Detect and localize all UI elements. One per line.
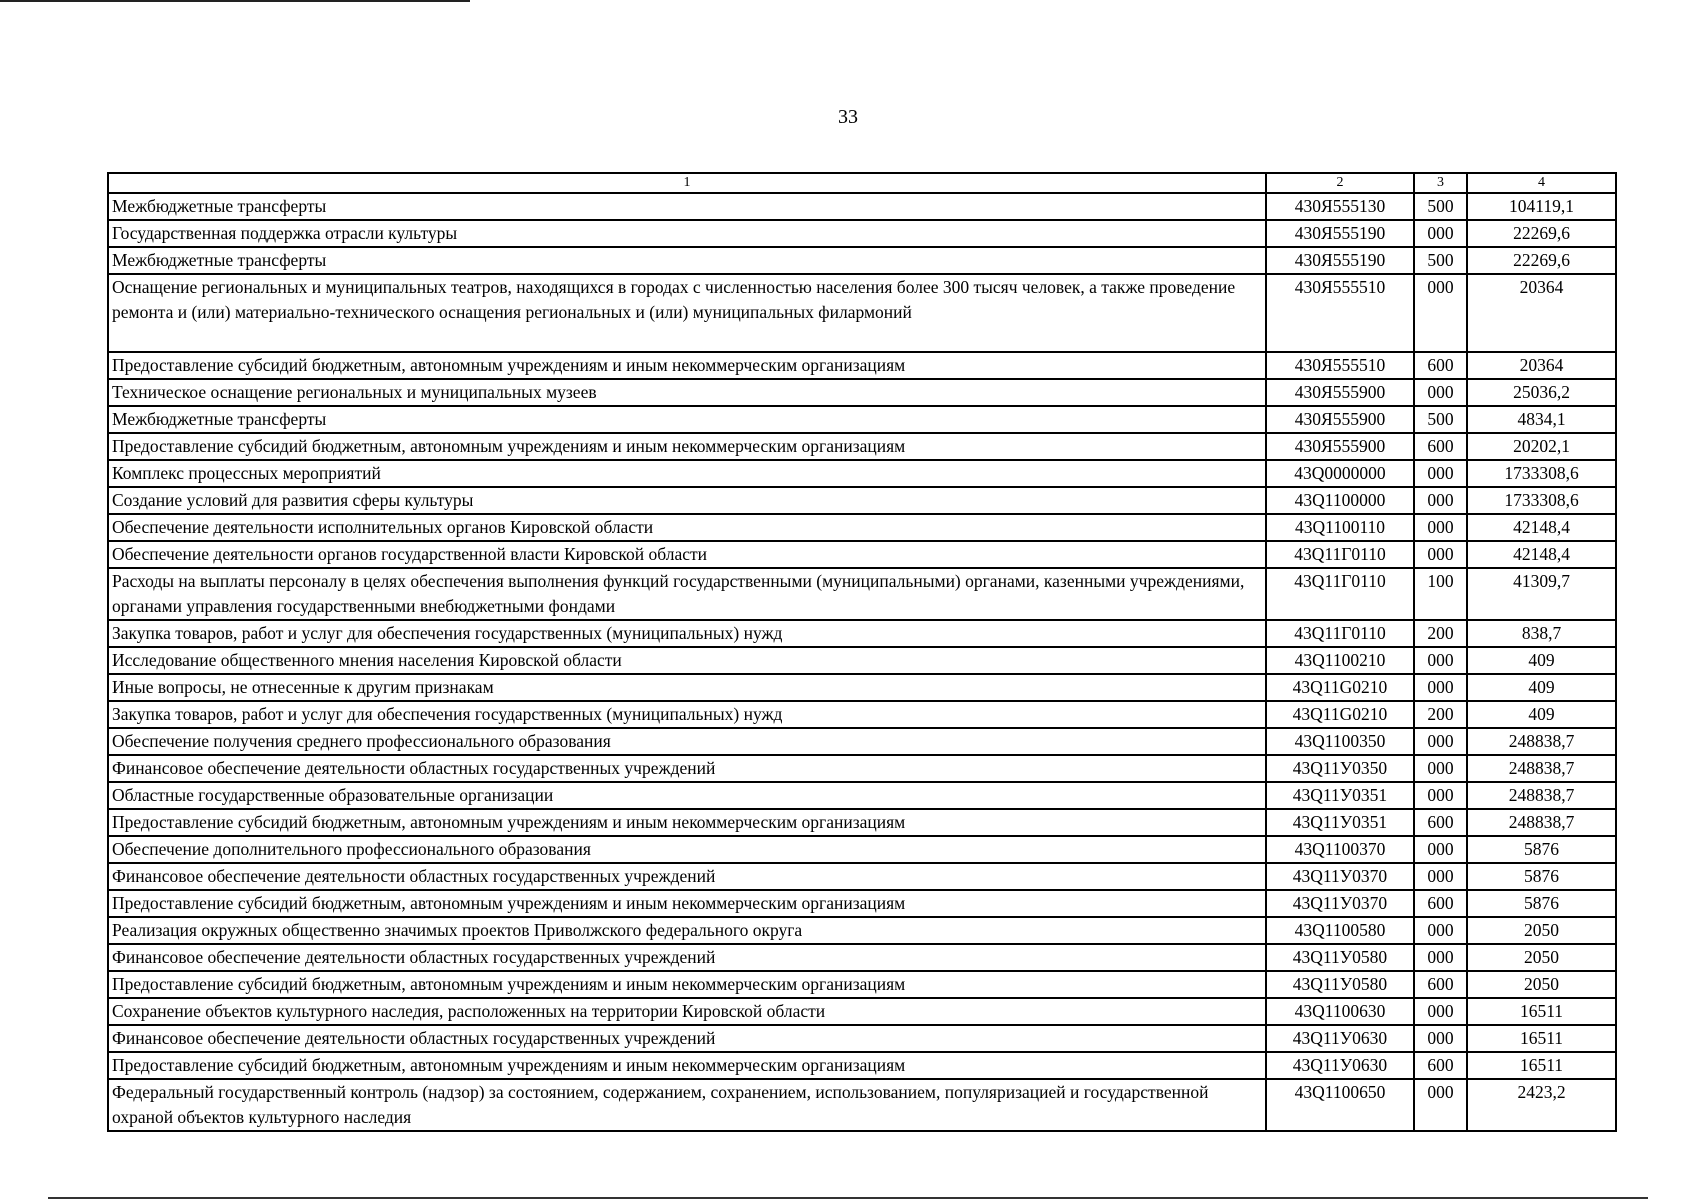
row-amount: 248838,7 <box>1467 755 1616 782</box>
row-type: 000 <box>1414 274 1467 352</box>
row-amount: 104119,1 <box>1467 193 1616 220</box>
row-code: 430Я555900 <box>1266 433 1414 460</box>
row-name: Предоставление субсидий бюджетным, автономным учреждениям и иным некоммерческим организациям <box>108 809 1266 836</box>
row-type: 000 <box>1414 836 1467 863</box>
row-code: 43Q11Г0110 <box>1266 568 1414 620</box>
row-name: Финансовое обеспечение деятельности областных государственных учреждений <box>108 863 1266 890</box>
row-type: 200 <box>1414 620 1467 647</box>
row-amount: 20202,1 <box>1467 433 1616 460</box>
table-row <box>108 890 1616 917</box>
table-row <box>108 917 1616 944</box>
table-row <box>108 863 1616 890</box>
row-amount: 22269,6 <box>1467 220 1616 247</box>
row-amount: 20364 <box>1467 274 1616 352</box>
row-type: 100 <box>1414 568 1467 620</box>
row-amount: 2423,2 <box>1467 1079 1616 1131</box>
table-row <box>108 514 1616 541</box>
row-amount: 409 <box>1467 674 1616 701</box>
row-amount: 41309,7 <box>1467 568 1616 620</box>
row-type: 000 <box>1414 541 1467 568</box>
row-amount: 42148,4 <box>1467 541 1616 568</box>
table-row <box>108 701 1616 728</box>
row-name: Создание условий для развития сферы культуры <box>108 487 1266 514</box>
table-row <box>108 728 1616 755</box>
table-row <box>108 379 1616 406</box>
row-code: 43Q11У0630 <box>1266 1025 1414 1052</box>
row-name: Предоставление субсидий бюджетным, автономным учреждениям и иным некоммерческим организациям <box>108 352 1266 379</box>
row-amount: 20364 <box>1467 352 1616 379</box>
row-amount: 2050 <box>1467 944 1616 971</box>
row-type: 000 <box>1414 863 1467 890</box>
header-col-2: 2 <box>1266 173 1414 193</box>
row-code: 43Q11G0210 <box>1266 674 1414 701</box>
row-name: Сохранение объектов культурного наследия, расположенных на территории Кировской области <box>108 998 1266 1025</box>
row-code: 430Я555130 <box>1266 193 1414 220</box>
row-type: 600 <box>1414 890 1467 917</box>
row-code: 43Q11У0351 <box>1266 782 1414 809</box>
row-name: Техническое оснащение региональных и муниципальных музеев <box>108 379 1266 406</box>
table-row <box>108 487 1616 514</box>
row-amount: 409 <box>1467 647 1616 674</box>
table-row <box>108 406 1616 433</box>
row-type: 000 <box>1414 220 1467 247</box>
row-type: 200 <box>1414 701 1467 728</box>
row-type: 000 <box>1414 1025 1467 1052</box>
row-name: Предоставление субсидий бюджетным, автономным учреждениям и иным некоммерческим организациям <box>108 433 1266 460</box>
row-type: 000 <box>1414 755 1467 782</box>
row-code: 430Я555190 <box>1266 220 1414 247</box>
row-type: 000 <box>1414 487 1467 514</box>
row-name: Финансовое обеспечение деятельности областных государственных учреждений <box>108 1025 1266 1052</box>
row-type: 000 <box>1414 379 1467 406</box>
row-code: 430Я555510 <box>1266 352 1414 379</box>
row-type: 600 <box>1414 971 1467 998</box>
row-name: Закупка товаров, работ и услуг для обеспечения государственных (муниципальных) нужд <box>108 701 1266 728</box>
table-row <box>108 247 1616 274</box>
header-col-4: 4 <box>1467 173 1616 193</box>
row-name: Реализация окружных общественно значимых проектов Приволжского федерального округа <box>108 917 1266 944</box>
header-row <box>108 173 1616 193</box>
row-name: Межбюджетные трансферты <box>108 406 1266 433</box>
row-name: Комплекс процессных мероприятий <box>108 460 1266 487</box>
row-type: 600 <box>1414 433 1467 460</box>
row-type: 000 <box>1414 460 1467 487</box>
row-amount: 2050 <box>1467 971 1616 998</box>
table-row <box>108 460 1616 487</box>
row-name: Закупка товаров, работ и услуг для обеспечения государственных (муниципальных) нужд <box>108 620 1266 647</box>
table-row <box>108 674 1616 701</box>
row-name: Обеспечение деятельности исполнительных органов Кировской области <box>108 514 1266 541</box>
table-row <box>108 568 1616 620</box>
row-code: 43Q11У0350 <box>1266 755 1414 782</box>
row-amount: 16511 <box>1467 1052 1616 1079</box>
row-code: 43Q1100000 <box>1266 487 1414 514</box>
row-name: Исследование общественного мнения населения Кировской области <box>108 647 1266 674</box>
row-code: 430Я555900 <box>1266 379 1414 406</box>
row-code: 43Q1100650 <box>1266 1079 1414 1131</box>
table-header <box>108 173 1616 193</box>
row-name: Финансовое обеспечение деятельности областных государственных учреждений <box>108 755 1266 782</box>
table-row <box>108 220 1616 247</box>
table-body <box>108 193 1616 1131</box>
row-type: 000 <box>1414 917 1467 944</box>
row-code: 43Q1100370 <box>1266 836 1414 863</box>
row-name: Иные вопросы, не отнесенные к другим признакам <box>108 674 1266 701</box>
row-code: 43Q1100110 <box>1266 514 1414 541</box>
row-code: 43Q11У0630 <box>1266 1052 1414 1079</box>
row-amount: 5876 <box>1467 863 1616 890</box>
row-type: 000 <box>1414 1079 1467 1131</box>
row-name: Государственная поддержка отрасли культуры <box>108 220 1266 247</box>
table-row <box>108 998 1616 1025</box>
table-row <box>108 944 1616 971</box>
table-row <box>108 620 1616 647</box>
row-amount: 248838,7 <box>1467 809 1616 836</box>
row-code: 43Q11У0370 <box>1266 863 1414 890</box>
row-type: 600 <box>1414 1052 1467 1079</box>
row-type: 000 <box>1414 782 1467 809</box>
table-row <box>108 809 1616 836</box>
row-code: 430Я555900 <box>1266 406 1414 433</box>
row-code: 43Q0000000 <box>1266 460 1414 487</box>
row-type: 600 <box>1414 352 1467 379</box>
table-row <box>108 1025 1616 1052</box>
scan-edge-top <box>0 0 470 2</box>
header-col-3: 3 <box>1414 173 1467 193</box>
row-type: 500 <box>1414 406 1467 433</box>
header-col-1: 1 <box>108 173 1266 193</box>
row-amount: 5876 <box>1467 836 1616 863</box>
row-type: 000 <box>1414 998 1467 1025</box>
table-row <box>108 647 1616 674</box>
row-code: 43Q11У0580 <box>1266 944 1414 971</box>
row-code: 43Q1100210 <box>1266 647 1414 674</box>
row-amount: 25036,2 <box>1467 379 1616 406</box>
table-row <box>108 274 1616 352</box>
row-amount: 248838,7 <box>1467 728 1616 755</box>
row-type: 000 <box>1414 944 1467 971</box>
row-amount: 409 <box>1467 701 1616 728</box>
table-row <box>108 1079 1616 1131</box>
row-amount: 2050 <box>1467 917 1616 944</box>
row-name: Межбюджетные трансферты <box>108 247 1266 274</box>
row-amount: 16511 <box>1467 1025 1616 1052</box>
row-name: Предоставление субсидий бюджетным, автономным учреждениям и иным некоммерческим организациям <box>108 890 1266 917</box>
row-name: Областные государственные образовательные организации <box>108 782 1266 809</box>
row-amount: 1733308,6 <box>1467 460 1616 487</box>
table-row <box>108 433 1616 460</box>
row-type: 000 <box>1414 728 1467 755</box>
row-name: Предоставление субсидий бюджетным, автономным учреждениям и иным некоммерческим организациям <box>108 971 1266 998</box>
row-name: Финансовое обеспечение деятельности областных государственных учреждений <box>108 944 1266 971</box>
table-row <box>108 782 1616 809</box>
row-amount: 42148,4 <box>1467 514 1616 541</box>
row-amount: 4834,1 <box>1467 406 1616 433</box>
row-name: Федеральный государственный контроль (надзор) за состоянием, содержанием, сохранением, использованием, популяризацией и государственной охраной объектов культурного наследия <box>108 1079 1266 1131</box>
row-amount: 5876 <box>1467 890 1616 917</box>
row-amount: 838,7 <box>1467 620 1616 647</box>
row-type: 000 <box>1414 647 1467 674</box>
row-type: 000 <box>1414 514 1467 541</box>
row-code: 43Q11У0580 <box>1266 971 1414 998</box>
budget-table <box>107 172 1617 1132</box>
row-type: 600 <box>1414 809 1467 836</box>
table-row <box>108 971 1616 998</box>
row-code: 43Q1100630 <box>1266 998 1414 1025</box>
row-name: Обеспечение дополнительного профессионального образования <box>108 836 1266 863</box>
row-name: Межбюджетные трансферты <box>108 193 1266 220</box>
row-type: 000 <box>1414 674 1467 701</box>
table-row <box>108 836 1616 863</box>
row-name: Обеспечение деятельности органов государственной власти Кировской области <box>108 541 1266 568</box>
row-code: 43Q1100580 <box>1266 917 1414 944</box>
table-row <box>108 755 1616 782</box>
row-code: 43Q11У0370 <box>1266 890 1414 917</box>
row-name: Расходы на выплаты персоналу в целях обеспечения выполнения функций государственными (муниципальными) органами, казенными учреждениями, органами управления государственными внебюджетными фондами <box>108 568 1266 620</box>
row-name: Оснащение региональных и муниципальных театров, находящихся в городах с численностью населения более 300 тысяч человек, а также проведение ремонта и (или) материально-технического оснащения региональных и (или) муниципальных филармоний <box>108 274 1266 352</box>
row-code: 43Q11G0210 <box>1266 701 1414 728</box>
table-row <box>108 352 1616 379</box>
row-name: Обеспечение получения среднего профессионального образования <box>108 728 1266 755</box>
row-name: Предоставление субсидий бюджетным, автономным учреждениям и иным некоммерческим организациям <box>108 1052 1266 1079</box>
scan-edge-bottom <box>48 1197 1648 1199</box>
row-amount: 1733308,6 <box>1467 487 1616 514</box>
row-code: 430Я555190 <box>1266 247 1414 274</box>
table-row <box>108 193 1616 220</box>
row-code: 430Я555510 <box>1266 274 1414 352</box>
row-code: 43Q11У0351 <box>1266 809 1414 836</box>
row-code: 43Q11Г0110 <box>1266 541 1414 568</box>
table-row <box>108 541 1616 568</box>
row-amount: 22269,6 <box>1467 247 1616 274</box>
row-amount: 248838,7 <box>1467 782 1616 809</box>
row-code: 43Q1100350 <box>1266 728 1414 755</box>
table-row <box>108 1052 1616 1079</box>
row-type: 500 <box>1414 193 1467 220</box>
row-amount: 16511 <box>1467 998 1616 1025</box>
row-type: 500 <box>1414 247 1467 274</box>
page-number: 33 <box>838 106 858 128</box>
row-code: 43Q11Г0110 <box>1266 620 1414 647</box>
